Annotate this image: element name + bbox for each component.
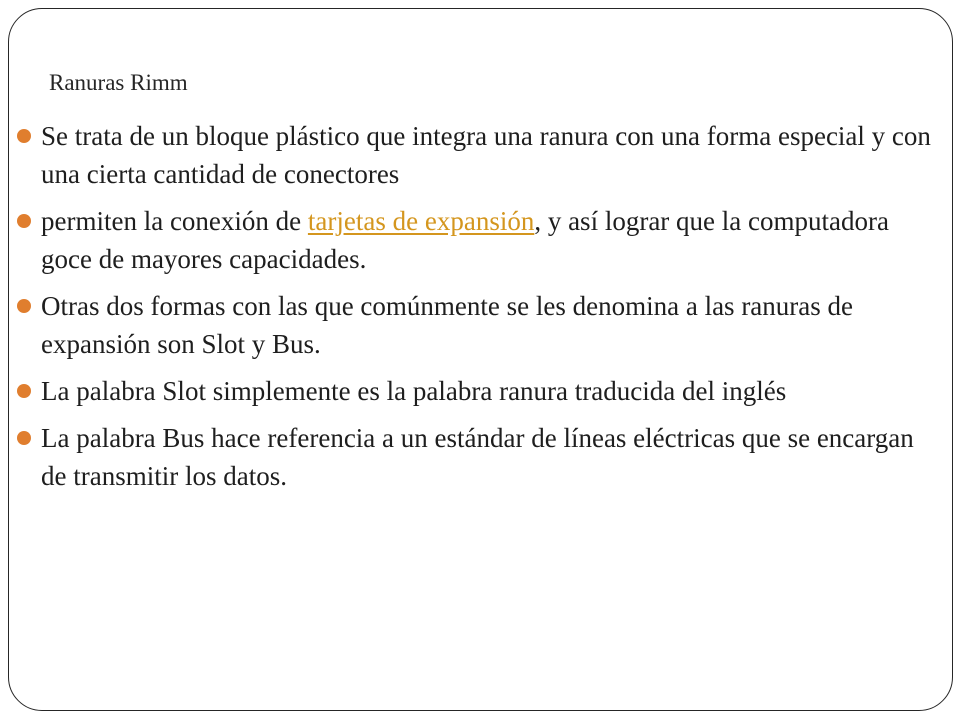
expansion-cards-link[interactable]: tarjetas de expansión (307, 206, 535, 236)
bullet-item (9, 287, 954, 363)
bullet-dot-icon (17, 384, 31, 398)
bullet-dot-icon (17, 431, 31, 445)
bullet-text: La palabra Bus hace referencia a un estándar de líneas eléctricas que se encargan de transmitir los datos. (41, 423, 914, 491)
bullet-text: Otras dos formas con las que comúnmente se les denomina a las ranuras de expansión son Slot y Bus. (41, 291, 854, 359)
bullet-dot-icon (17, 214, 31, 228)
bullet-text: La palabra Slot simplemente es la palabra ranura traducida del inglés (41, 376, 787, 406)
bullet-item (9, 372, 954, 410)
bullet-text-before-link: permiten la conexión de (41, 206, 308, 236)
bullet-text-after-link: , y así lograr que la computadora goce de mayores capacidades. (41, 206, 889, 274)
bullet-text: Se trata de un bloque plástico que integra una ranura con una forma especial y con una cierta cantidad de conectores (41, 121, 931, 189)
bullet-list (9, 117, 954, 504)
bullet-item (9, 419, 954, 495)
bullet-item (9, 202, 954, 278)
bullet-dot-icon (17, 299, 31, 313)
slide-title: Ranuras Rimm (49, 70, 188, 95)
slide-frame (8, 8, 953, 711)
bullet-dot-icon (17, 129, 31, 143)
bullet-item (9, 117, 954, 193)
